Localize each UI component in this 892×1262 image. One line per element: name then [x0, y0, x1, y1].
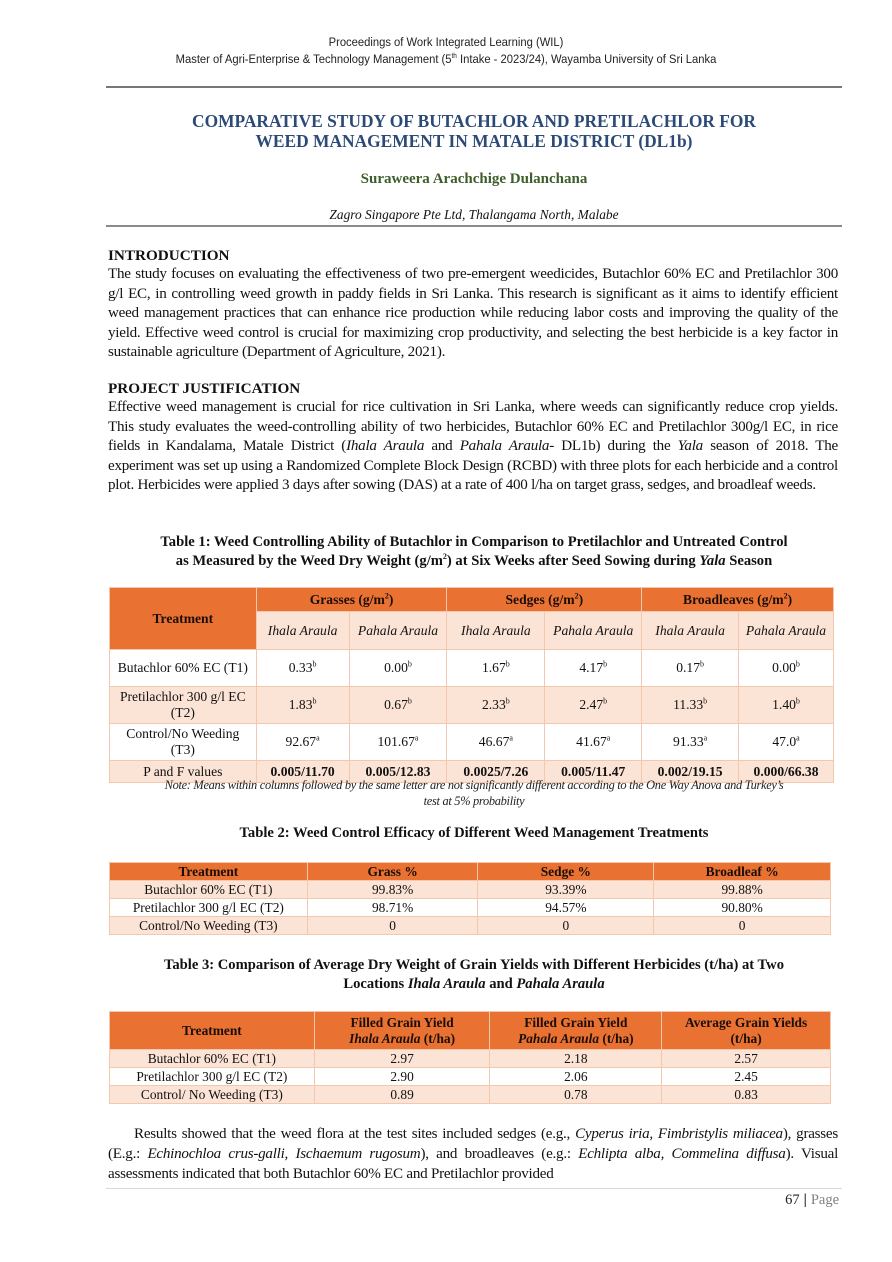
value-cell: 2.90 [314, 1068, 490, 1086]
treatment-cell: Pretilachlor 300 g/l EC (T2) [110, 687, 257, 724]
value-cell [739, 687, 834, 724]
value: 41.67 [576, 734, 607, 749]
text: and [485, 976, 517, 992]
value: 46.67 [478, 734, 510, 749]
significance-letter: a [606, 733, 611, 743]
value-cell [349, 650, 447, 687]
column-header: Broadleaf % [654, 863, 831, 881]
value: 92.67 [285, 734, 317, 749]
table-row [110, 687, 834, 724]
value-cell: 0 [478, 917, 654, 935]
page-number-value: 67 [785, 1192, 800, 1208]
pf-value: 0.005/11.70 [256, 761, 349, 783]
ordinal-suffix: th [451, 52, 457, 60]
value-cell [642, 724, 739, 761]
introduction-section [108, 246, 838, 363]
location-pahala: Pahala Araula [516, 976, 605, 992]
table-row [110, 881, 831, 899]
text: Sedges (g/m [505, 591, 575, 607]
treatment-cell: Control/No Weeding (T3) [110, 724, 257, 761]
text: Season [725, 553, 773, 569]
column-header-treatment: Treatment [110, 1012, 315, 1050]
value-cell [256, 724, 349, 761]
caption-line [106, 552, 842, 571]
value-cell: 98.71% [307, 899, 478, 917]
page-label: Page [810, 1192, 839, 1208]
value: 0.00 [772, 660, 796, 675]
value-cell: 93.39% [478, 881, 654, 899]
table-3-grain-yields [109, 1011, 831, 1104]
value: 1.67 [481, 660, 506, 675]
superscript: 2 [442, 552, 447, 562]
species-sedges: Cyperus iria, Fimbristylis miliacea [575, 1126, 783, 1142]
significance-letter: b [312, 696, 317, 706]
caption-line: Table 3: Comparison of Average Dry Weight of Grain Yields with Different Herbicides (t/ha) at Two [163, 957, 785, 973]
table-row [110, 1068, 831, 1086]
text: ), grasses (E.g.: [108, 1126, 838, 1162]
treatment-cell: Control/No Weeding (T3) [110, 917, 308, 935]
superscript: 2 [384, 590, 389, 600]
paper-title-line-1: COMPARATIVE STUDY OF BUTACHLOR AND PRETILACHLOR FOR [192, 111, 756, 131]
text: ) [787, 591, 793, 607]
unit: (t/ha) [420, 1030, 456, 1046]
value: 0.33 [288, 660, 313, 675]
value-cell [739, 724, 834, 761]
text: ) at Six Weeks after Seed Sowing during [446, 553, 700, 569]
subheader-location: Ihala Araula [642, 612, 739, 650]
significance-letter: a [414, 733, 419, 743]
paper-title [106, 111, 842, 151]
significance-letter: a [703, 733, 708, 743]
value-cell: 0.83 [662, 1086, 831, 1104]
header-line: (t/ha) [730, 1030, 762, 1046]
subheader-location: Pahala Araula [545, 612, 642, 650]
value-cell: 0 [307, 917, 478, 935]
table-row [110, 899, 831, 917]
value: 91.33 [673, 734, 704, 749]
season-yala: Yala [699, 553, 726, 569]
header-line: Average Grain Yields [684, 1014, 808, 1030]
page-number [785, 1192, 839, 1209]
treatment-cell: Butachlor 60% EC (T1) [110, 1050, 315, 1068]
column-header-pahala-yield [490, 1012, 662, 1050]
text: ), and broadleaves (e.g.: [420, 1146, 579, 1162]
value-cell: 99.88% [654, 881, 831, 899]
value-cell [545, 650, 642, 687]
treatment-cell: Control/ No Weeding (T3) [110, 1086, 315, 1104]
pf-label: P and F values [110, 761, 257, 783]
text: Results showed that the weed flora at the test sites included sedges (e.g., [134, 1126, 576, 1142]
value: 4.17 [579, 660, 604, 675]
text: season of 2018. The experiment was set up using a Randomized Complete Block Design (RCBD) with three plots for each herbicide and a control plot. Herbicides were applied 3 days after sowing (DAS) at a rate of 400 l/ha on target grass, sedges, and broadleaf weeds. [108, 438, 839, 494]
table-row [110, 1086, 831, 1104]
affiliation-divider [106, 225, 842, 227]
value-cell [545, 724, 642, 761]
value-cell [349, 687, 447, 724]
running-header [36, 34, 857, 68]
value-cell: 0 [654, 917, 831, 935]
species-grasses: Echinochloa crus-galli, Ischaemum rugosum [147, 1146, 421, 1162]
season-yala: Yala [677, 438, 703, 455]
value-cell: 2.18 [490, 1050, 662, 1068]
justification-heading: PROJECT JUSTIFICATION [108, 380, 301, 397]
treatment-cell: Butachlor 60% EC (T1) [110, 650, 257, 687]
table-2-caption: Table 2: Weed Control Efficacy of Different Weed Management Treatments [239, 825, 709, 841]
significance-letter: b [505, 696, 510, 706]
significance-letter: b [703, 696, 708, 706]
results-paragraph [108, 1124, 838, 1184]
value: 1.40 [772, 697, 796, 712]
caption-line: Table 1: Weed Controlling Ability of Butachlor in Comparison to Pretilachlor and Untreated Control [160, 534, 788, 550]
table-3-caption [106, 956, 842, 994]
column-header-ihala-yield [314, 1012, 490, 1050]
pf-value: 0.000/66.38 [739, 761, 834, 783]
table-row [110, 917, 831, 935]
header-line: Filled Grain Yield [350, 1014, 454, 1030]
value-cell: 2.57 [662, 1050, 831, 1068]
pf-value: 0.0025/7.26 [447, 761, 545, 783]
significance-letter: a [796, 733, 800, 743]
value-cell: 2.97 [314, 1050, 490, 1068]
significance-letter: a [316, 733, 320, 743]
significance-letter: b [407, 659, 412, 669]
footer-divider [106, 1188, 842, 1189]
author-affiliation: Zagro Singapore Pte Ltd, Thalangama North, Malabe [329, 207, 619, 222]
value-cell: 94.57% [478, 899, 654, 917]
text: Broadleaves (g/m [683, 591, 784, 607]
significance-letter: b [312, 659, 317, 669]
significance-letter: b [603, 659, 608, 669]
significance-letter: b [407, 696, 412, 706]
subheader-location: Pahala Araula [349, 612, 447, 650]
location-pahala: Pahala Araula [518, 1030, 600, 1046]
value-cell: 99.83% [307, 881, 478, 899]
value-cell: 0.89 [314, 1086, 490, 1104]
page-separator: | [803, 1192, 807, 1208]
program-line-text-end: Intake - 2023/24), Wayamba University of Sri Lanka [456, 52, 717, 66]
paper-title-line-2: WEED MANAGEMENT IN MATALE DISTRICT (DL1b) [255, 131, 693, 151]
column-header: Sedge % [478, 863, 654, 881]
value-cell [642, 687, 739, 724]
value: 0.67 [384, 697, 408, 712]
superscript: 2 [783, 590, 788, 600]
program-line [36, 51, 857, 68]
table-1-note [106, 777, 842, 809]
significance-letter: b [795, 659, 800, 669]
treatment-cell: Butachlor 60% EC (T1) [110, 881, 308, 899]
value: 11.33 [673, 697, 704, 712]
significance-letter: b [505, 659, 510, 669]
text: and [424, 438, 460, 455]
column-header: Grass % [307, 863, 478, 881]
introduction-heading: INTRODUCTION [108, 247, 230, 264]
significance-letter: a [509, 733, 513, 743]
table-1-weed-dry-weight [109, 587, 834, 783]
text: ) [388, 591, 394, 607]
location-pahala: Pahala Araula [459, 438, 550, 455]
value: 0.00 [384, 660, 408, 675]
location-ihala: Ihala Araula [346, 438, 425, 455]
value: 1.83 [288, 697, 313, 712]
value-cell: 2.06 [490, 1068, 662, 1086]
value-cell [739, 650, 834, 687]
header-line: Filled Grain Yield [524, 1014, 628, 1030]
table-row [110, 1050, 831, 1068]
value: 47.0 [772, 734, 797, 749]
introduction-body: The study focuses on evaluating the effectiveness of two pre-emergent weedicides, Butachlor 60% EC and Pretilachlor 300 g/l EC, in controlling weed growth in paddy fields in Sri Lanka. This research is significant as it aims to identify efficient weed management practices that can enhance rice production while reducing labor costs and improving the quality of the yield. Effective weed control is crucial for maximizing crop productivity, and selecting the best herbicide is a key factor in sustainable agriculture (Department of Agriculture, 2021). [108, 266, 838, 361]
header-divider [106, 86, 842, 88]
text: ). Visual assessments indicated that both Butachlor 60% EC and Pretilachlor provided [108, 1146, 839, 1182]
justification-section [108, 379, 838, 496]
treatment-cell: Pretilachlor 300 g/l EC (T2) [110, 1068, 315, 1086]
value-cell [349, 724, 447, 761]
pf-value: 0.002/19.15 [642, 761, 739, 783]
value-cell [642, 650, 739, 687]
value: 2.33 [481, 697, 506, 712]
significance-letter: b [795, 696, 800, 706]
pf-value: 0.005/11.47 [545, 761, 642, 783]
author-name: Suraweera Arachchige Dulanchana [360, 171, 588, 187]
column-header-average-yield [662, 1012, 831, 1050]
subheader-location: Ihala Araula [256, 612, 349, 650]
note-line: Note: Means within columns followed by the same letter are not significantly different according to the One Way Anova and Turkey’s [164, 778, 784, 792]
table-1-caption [106, 533, 842, 571]
location-ihala: Ihala Araula [407, 976, 486, 992]
program-line-text: Master of Agri-Enterprise & Technology Management (5 [175, 52, 452, 66]
value-cell [447, 650, 545, 687]
column-header: Treatment [110, 863, 308, 881]
column-header-treatment: Treatment [110, 588, 257, 650]
subheader-location: Pahala Araula [739, 612, 834, 650]
pf-value: 0.005/12.83 [349, 761, 447, 783]
proceedings-title: Proceedings of Work Integrated Learning (WIL) [328, 35, 564, 49]
value-cell [256, 687, 349, 724]
table-row [110, 724, 834, 761]
justification-body [108, 398, 838, 496]
caption-line [106, 975, 842, 994]
value-cell [545, 687, 642, 724]
superscript: 2 [574, 590, 579, 600]
subheader-location: Ihala Araula [447, 612, 545, 650]
table-2-weed-control-efficacy [109, 862, 831, 935]
text: ) [578, 591, 584, 607]
value: 101.67 [377, 734, 415, 749]
value: 2.47 [579, 697, 604, 712]
value-cell [447, 724, 545, 761]
value: 0.17 [676, 660, 700, 675]
significance-letter: b [700, 659, 704, 669]
text: Grasses (g/m [309, 591, 385, 607]
value-cell [447, 687, 545, 724]
unit: (t/ha) [599, 1030, 634, 1046]
text: Locations [343, 976, 408, 992]
treatment-cell: Pretilachlor 300 g/l EC (T2) [110, 899, 308, 917]
significance-letter: b [603, 696, 608, 706]
value-cell: 0.78 [490, 1086, 662, 1104]
value-cell [256, 650, 349, 687]
column-group-broadleaves [642, 588, 834, 612]
species-broadleaves: Echlipta alba, Commelina diffusa [578, 1146, 786, 1162]
column-group-grasses [256, 588, 447, 612]
location-ihala: Ihala Araula [349, 1030, 421, 1046]
column-group-sedges [447, 588, 642, 612]
text: as Measured by the Weed Dry Weight (g/m [175, 553, 443, 569]
note-line: test at 5% probability [423, 794, 525, 808]
header-line [493, 1031, 658, 1047]
value-cell: 90.80% [654, 899, 831, 917]
header-line [318, 1031, 487, 1047]
value-cell: 2.45 [662, 1068, 831, 1086]
table-row [110, 650, 834, 687]
text: - DL1b) during the [549, 438, 678, 455]
text: Effective weed management is crucial for rice cultivation in Sri Lanka, where weeds can significantly reduce crop yields. This study evaluates the weed-controlling ability of two herbicides, Butachlor 60% EC and Pretilachlor 300g/l EC, in rice fields in Kandalama, Matale District ( [108, 399, 838, 455]
